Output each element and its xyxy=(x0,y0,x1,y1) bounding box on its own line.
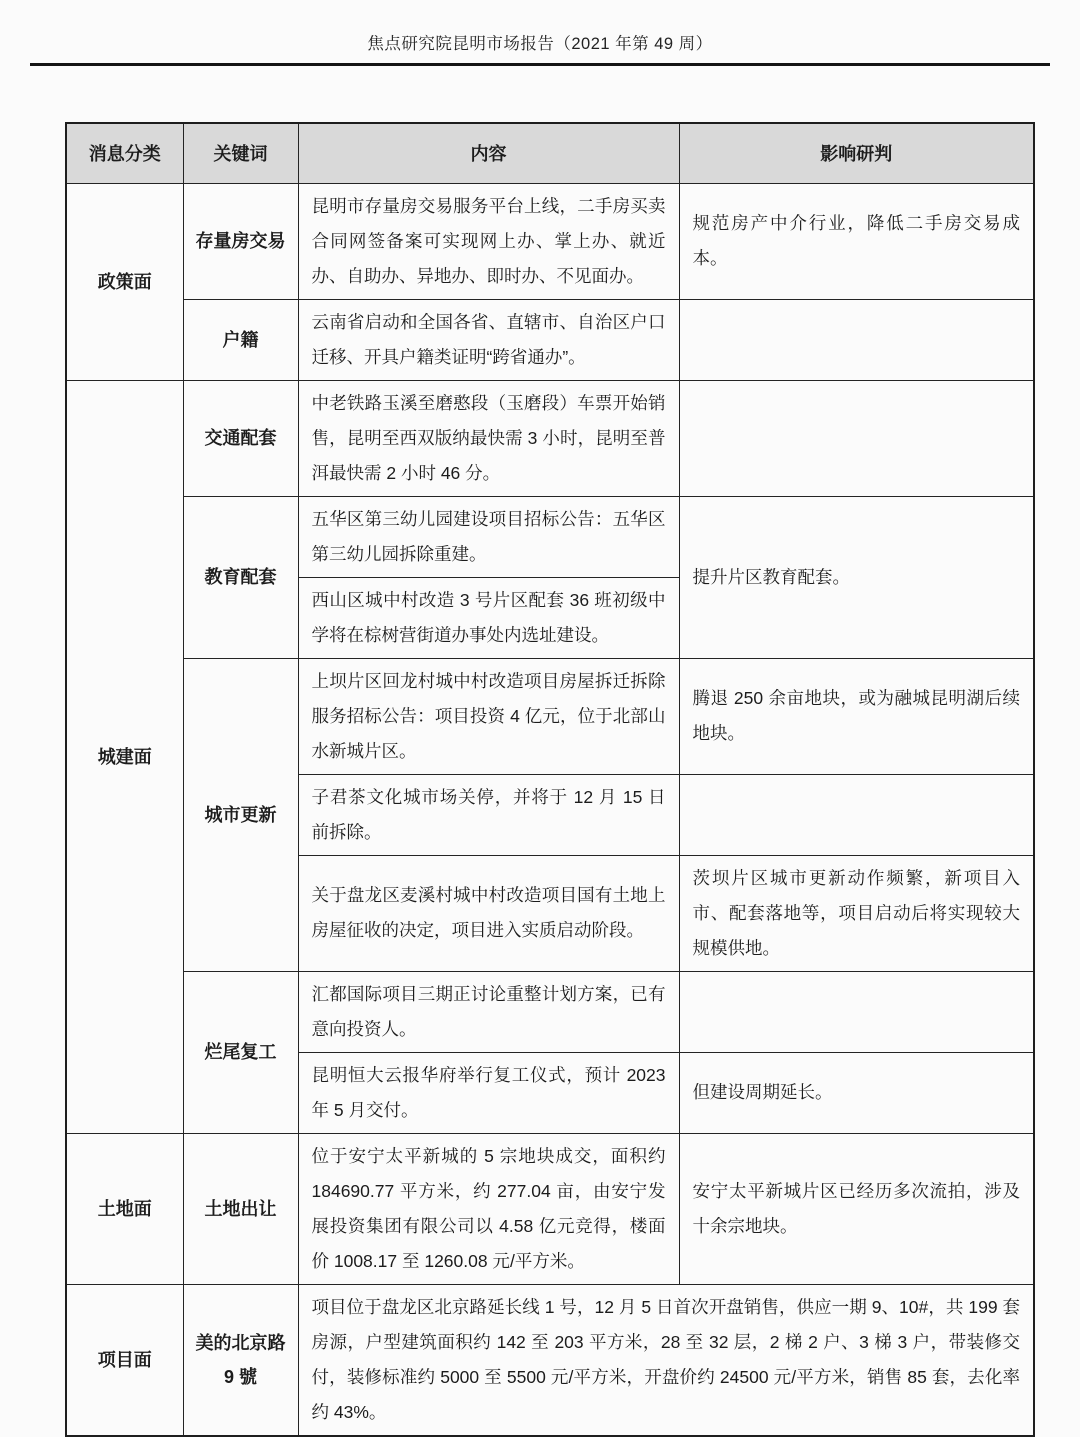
cell-keyword-land-sale: 土地出让 xyxy=(183,1133,298,1284)
cell-content-restart-a: 汇都国际项目三期正讨论重整计划方案，已有意向投资人。 xyxy=(298,971,679,1052)
cell-content-land-sale: 位于安宁太平新城的 5 宗地块成交，面积约 184690.77 平方米，约 277.04 亩，由安宁发展投资集团有限公司以 4.58 亿元竞得，楼面价 1008.17 至 1260.08 元/平方米。 xyxy=(298,1133,679,1284)
cell-content-education-a: 五华区第三幼儿园建设项目招标公告：五华区第三幼儿园拆除重建。 xyxy=(298,496,679,577)
table-row xyxy=(66,971,1034,1052)
cell-impact-education: 提升片区教育配套。 xyxy=(679,496,1034,658)
cell-content-hukou: 云南省启动和全国各省、直辖市、自治区户口迁移、开具户籍类证明“跨省通办”。 xyxy=(298,299,679,380)
cell-impact-hukou xyxy=(679,299,1034,380)
cell-keyword-meidi: 美的北京路 9 號 xyxy=(183,1284,298,1436)
table-row xyxy=(66,183,1034,299)
cell-category-urban: 城建面 xyxy=(66,380,183,1133)
cell-impact-land-sale: 安宁太平新城片区已经历多次流拍，涉及十余宗地块。 xyxy=(679,1133,1034,1284)
cell-content-education-b: 西山区城中村改造 3 号片区配套 36 班初级中学将在棕树营街道办事处内选址建设。 xyxy=(298,577,679,658)
cell-content-renewal-c: 关于盘龙区麦溪村城中村改造项目国有土地上房屋征收的决定，项目进入实质启动阶段。 xyxy=(298,855,679,971)
table-row xyxy=(66,658,1034,774)
news-table xyxy=(65,122,1035,1437)
table-row xyxy=(66,1133,1034,1284)
cell-content-stock-housing: 昆明市存量房交易服务平台上线，二手房买卖合同网签备案可实现网上办、掌上办、就近办、自助办、异地办、即时办、不见面办。 xyxy=(298,183,679,299)
cell-impact-renewal-c: 茨坝片区城市更新动作频繁，新项目入市、配套落地等，项目启动后将实现较大规模供地。 xyxy=(679,855,1034,971)
col-header-keyword: 关键词 xyxy=(183,123,298,183)
cell-category-project: 项目面 xyxy=(66,1284,183,1436)
cell-impact-transport xyxy=(679,380,1034,496)
table-row xyxy=(66,496,1034,577)
cell-category-policy: 政策面 xyxy=(66,183,183,380)
cell-keyword-transport: 交通配套 xyxy=(183,380,298,496)
table-row xyxy=(66,299,1034,380)
cell-content-renewal-a: 上坝片区回龙村城中村改造项目房屋拆迁拆除服务招标公告：项目投资 4 亿元，位于北部山水新城片区。 xyxy=(298,658,679,774)
col-header-content: 内容 xyxy=(298,123,679,183)
cell-category-land: 土地面 xyxy=(66,1133,183,1284)
report-title: 焦点研究院昆明市场报告（2021 年第 49 周） xyxy=(367,35,713,53)
cell-impact-stock-housing: 规范房产中介行业，降低二手房交易成本。 xyxy=(679,183,1034,299)
cell-content-renewal-b: 子君茶文化城市场关停，并将于 12 月 15 日前拆除。 xyxy=(298,774,679,855)
cell-keyword-renewal: 城市更新 xyxy=(183,658,298,971)
cell-keyword-education: 教育配套 xyxy=(183,496,298,658)
cell-keyword-hukou: 户籍 xyxy=(183,299,298,380)
cell-impact-renewal-b xyxy=(679,774,1034,855)
table-header-row xyxy=(66,123,1034,183)
cell-impact-restart-a xyxy=(679,971,1034,1052)
cell-impact-renewal-a: 腾退 250 余亩地块，或为融城昆明湖后续地块。 xyxy=(679,658,1034,774)
cell-keyword-restart: 烂尾复工 xyxy=(183,971,298,1133)
header-divider xyxy=(30,63,1050,66)
cell-content-transport: 中老铁路玉溪至磨憨段（玉磨段）车票开始销售，昆明至西双版纳最快需 3 小时，昆明至普洱最快需 2 小时 46 分。 xyxy=(298,380,679,496)
col-header-category: 消息分类 xyxy=(66,123,183,183)
table-row xyxy=(66,380,1034,496)
cell-impact-restart-b: 但建设周期延长。 xyxy=(679,1052,1034,1133)
cell-content-restart-b: 昆明恒大云报华府举行复工仪式，预计 2023 年 5 月交付。 xyxy=(298,1052,679,1133)
cell-content-meidi: 项目位于盘龙区北京路延长线 1 号，12 月 5 日首次开盘销售，供应一期 9、10#，共 199 套房源，户型建筑面积约 142 至 203 平方米，28 至 32 层，2 梯 2 户、3 梯 3 户，带装修交付，装修标准约 5000 至 5500 元/平方米，开盘价约 24500 元/平方米，销售 85 套，去化率约 43%。 xyxy=(298,1284,1034,1436)
cell-keyword-stock-housing: 存量房交易 xyxy=(183,183,298,299)
col-header-impact: 影响研判 xyxy=(679,123,1034,183)
